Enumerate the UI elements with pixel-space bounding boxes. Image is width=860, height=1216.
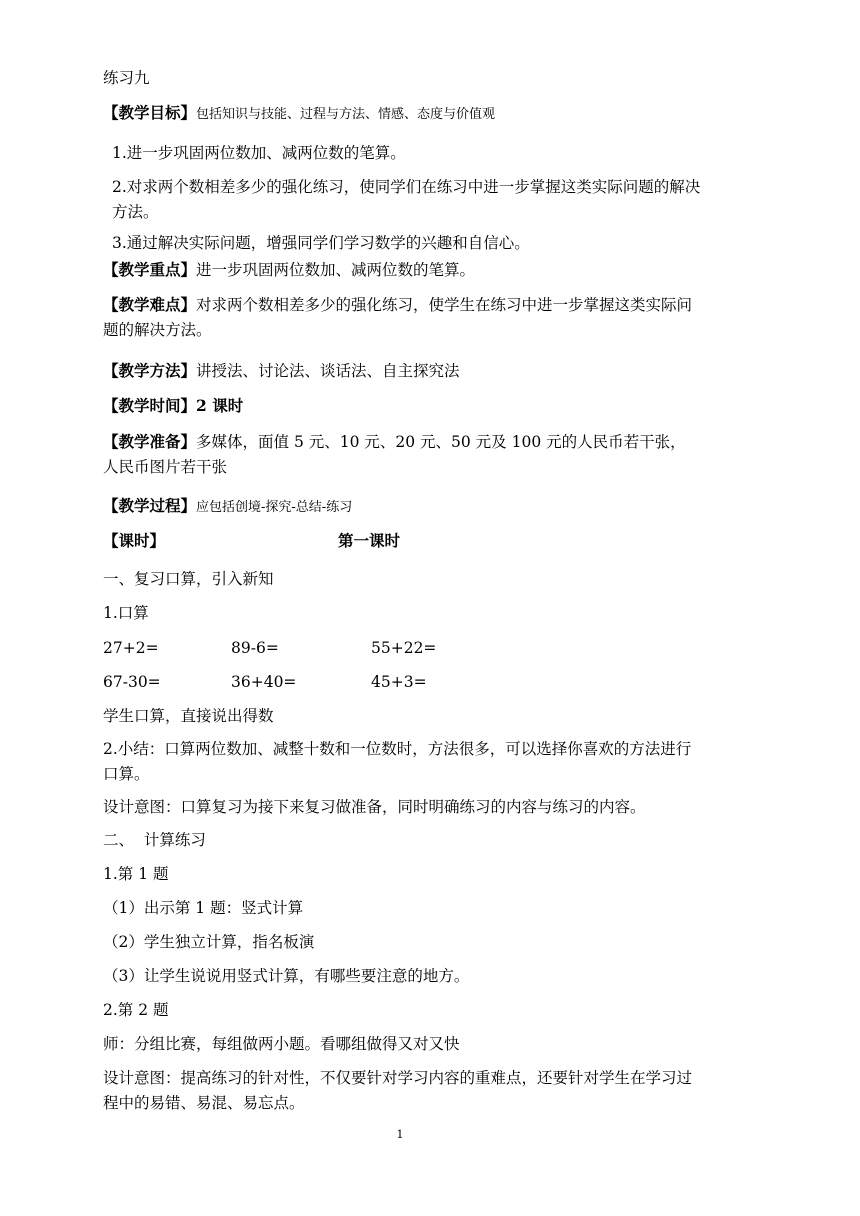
calc-cell: 55+22= <box>371 639 437 657</box>
page-title: 练习九 <box>103 69 150 87</box>
calc-cell: 27+2= <box>103 639 159 657</box>
page-number: 1 <box>396 1128 404 1141</box>
difficulty-line <box>103 292 701 343</box>
goal-item-2: 2.对求两个数相差多少的强化练习，使同学们在练习中进一步掌握这类实际问题的解决方法。 <box>112 178 701 221</box>
calc-cell: 45+3= <box>371 673 427 691</box>
question-1: 1.第 1 题 <box>103 865 169 883</box>
question-2-teacher: 师：分组比赛，每组做两小题。看哪组做得又对又快 <box>103 1035 460 1053</box>
time-label: 【教学时间】 <box>103 396 197 415</box>
goal-label: 【教学目标】 <box>103 103 197 122</box>
method-label: 【教学方法】 <box>103 361 197 380</box>
lesson-line <box>103 529 703 553</box>
question-1-step: （1）出示第 1 题：竖式计算 <box>103 899 304 917</box>
method-line <box>103 359 460 383</box>
time-line <box>103 394 243 418</box>
prep-line <box>103 429 701 480</box>
goal-text: 包括知识与技能、过程与方法、情感、态度与价值观 <box>196 107 496 122</box>
process-line <box>103 494 352 520</box>
process-text: 应包括创境-探究-总结-练习 <box>196 500 353 515</box>
section2-intent: 设计意图：提高练习的针对性，不仅要针对学习内容的重难点，还要针对学生在学习过程中的易错、易混、易忘点。 <box>103 1069 693 1112</box>
section1-summary: 2.小结：口算两位数加、减整十数和一位数时，方法很多，可以选择你喜欢的方法进行口算。 <box>103 740 692 783</box>
time-text: 2 课时 <box>196 396 244 415</box>
process-label: 【教学过程】 <box>103 496 197 515</box>
prep-text: 多媒体，面值 5 元、10 元、20 元、50 元及 100 元的人民币若干张，人民币图片若干张 <box>103 433 686 476</box>
calc-cell: 67-30= <box>103 673 161 691</box>
difficulty-label: 【教学难点】 <box>103 295 197 314</box>
method-text: 讲授法、讨论法、谈话法、自主探究法 <box>196 362 460 380</box>
question-1-step: （2）学生独立计算，指名板演 <box>103 933 315 951</box>
calc-cell: 36+40= <box>231 673 297 691</box>
goal-item-1: 1.进一步巩固两位数加、减两位数的笔算。 <box>112 144 406 162</box>
question-1-step: （3）让学生说说用竖式计算，有哪些要注意的地方。 <box>103 967 470 985</box>
lesson-label: 【课时】 <box>103 531 166 550</box>
key-text: 进一步巩固两位数加、减两位数的笔算。 <box>196 261 476 279</box>
section1-intent: 设计意图：口算复习为接下来复习做准备，同时明确练习的内容与练习的内容。 <box>103 798 646 816</box>
question-2: 2.第 2 题 <box>103 1001 169 1019</box>
section1-heading: 一、复习口算，引入新知 <box>103 570 274 588</box>
calc-cell: 89-6= <box>231 639 279 657</box>
prep-label: 【教学准备】 <box>103 432 197 451</box>
section2-heading: 二、 计算练习 <box>103 831 206 849</box>
difficulty-text: 对求两个数相差多少的强化练习，使学生在练习中进一步掌握这类实际问题的解决方法。 <box>103 296 693 339</box>
section1-note: 学生口算，直接说出得数 <box>103 707 274 725</box>
lesson-value: 第一课时 <box>338 531 401 550</box>
key-label: 【教学重点】 <box>103 260 197 279</box>
section1-sub: 1.口算 <box>103 604 149 622</box>
key-line <box>103 258 475 282</box>
goal-line <box>103 101 495 127</box>
goal-item-3: 3.通过解决实际问题，增强同学们学习数学的兴趣和自信心。 <box>112 234 530 252</box>
